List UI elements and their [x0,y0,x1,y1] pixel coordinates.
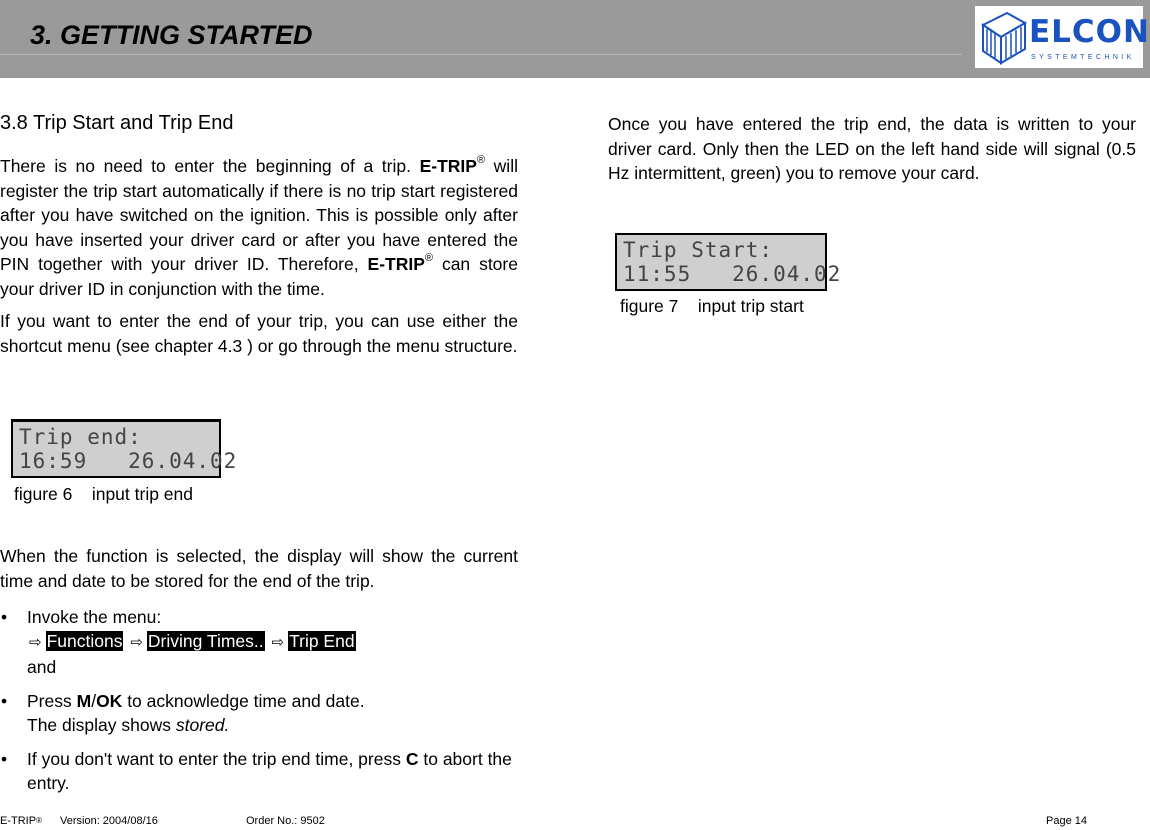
bullet-text: to acknowledge time and date. [127,691,365,711]
bullet-text: Invoke the menu: [27,607,162,627]
left-column [0,110,518,366]
cube-logo-icon [977,7,1029,67]
intro-text-b: will register the trip start automatically if there is no trip start registered after you have switched on the ignition. This is possible only after you have inserted your driver card or after you have entered the PIN together with your driver ID. Therefore, [0,156,518,274]
bullet-icon: • [1,607,8,627]
list-item [0,689,518,737]
page-header [0,0,1150,78]
figure-caption-6: figure 6 input trip end [14,484,193,504]
key-c: C [405,749,419,769]
elcon-logo [975,6,1150,68]
paragraph-trip-end: If you want to enter the end of your trip, you can use either the shortcut menu (see chapter 4.3 ) or go through the menu structure. [0,311,518,356]
paragraph-card: Once you have entered the trip end, the data is written to your driver card. Only then the LED on the left hand side will signal (0.5 Hz intermittent, green) you to remove your card. [608,114,1136,183]
and-text: and [27,657,57,677]
right-column [608,112,1136,194]
registered-mark: ® [424,252,434,264]
footer-version: Version: 2004/08/16 [60,815,158,827]
logo-subtext: SYSTEMTECHNIK [1031,54,1135,61]
paragraph-display: When the function is selected, the display will show the current time and date to be stored for the end of the trip. [0,546,518,591]
brand-name: E-TRIP [419,156,477,176]
chapter-title: 3. GETTING STARTED [30,20,313,50]
header-divider [0,54,962,55]
lcd-display-trip-start [615,233,842,291]
figure-caption-7: figure 7 input trip start [620,296,804,316]
footer-product [0,815,42,827]
registered-mark: ® [36,816,42,825]
lcd-line-2: 11:55 26.04.02 [623,262,842,286]
intro-text-a: There is no need to enter the beginning of a trip. [0,156,411,176]
arrow-right-icon: ⇨ [271,634,285,651]
intro-text-c: can store your driver ID in conjunction with the time. [0,254,518,299]
footer-product-name: E-TRIP [0,815,37,827]
arrow-right-icon: ⇨ [29,634,42,651]
left-column-lower [0,544,518,805]
logo-text: ELCON [1029,14,1150,50]
lcd-line-1: Trip end: [19,425,142,449]
key-separator: / [91,691,97,711]
bullet-icon: • [1,749,8,769]
lcd-display-trip-end [11,419,238,478]
key-ok: OK [96,691,123,711]
bullet-text: Press [27,691,72,711]
lcd-line-1: Trip Start: [623,238,774,262]
menu-item-trip-end: Trip End [289,631,355,651]
arrow-right-icon: ⇨ [130,634,143,651]
section-heading: 3.8 Trip Start and Trip End [0,112,234,134]
list-item [0,605,518,679]
menu-item-functions: Functions [46,631,123,651]
key-m: M [76,691,92,711]
bullet-text: The display shows [27,715,171,735]
registered-mark: ® [476,154,486,166]
bullet-icon: • [1,691,8,711]
stored-text: stored. [175,715,230,735]
footer-order: Order No.: 9502 [246,815,325,827]
bullet-text: to abort the entry. [27,749,512,793]
footer-page-number: Page 14 [1046,815,1087,827]
brand-name: E-TRIP [367,254,425,274]
menu-item-driving-times: Driving Times.. [147,631,264,651]
lcd-line-2: 16:59 26.04.02 [19,449,238,473]
bullet-text: If you don't want to enter the trip end time, press [27,749,401,769]
instruction-list [0,605,518,795]
paragraph-intro [0,154,518,301]
list-item [0,747,518,795]
